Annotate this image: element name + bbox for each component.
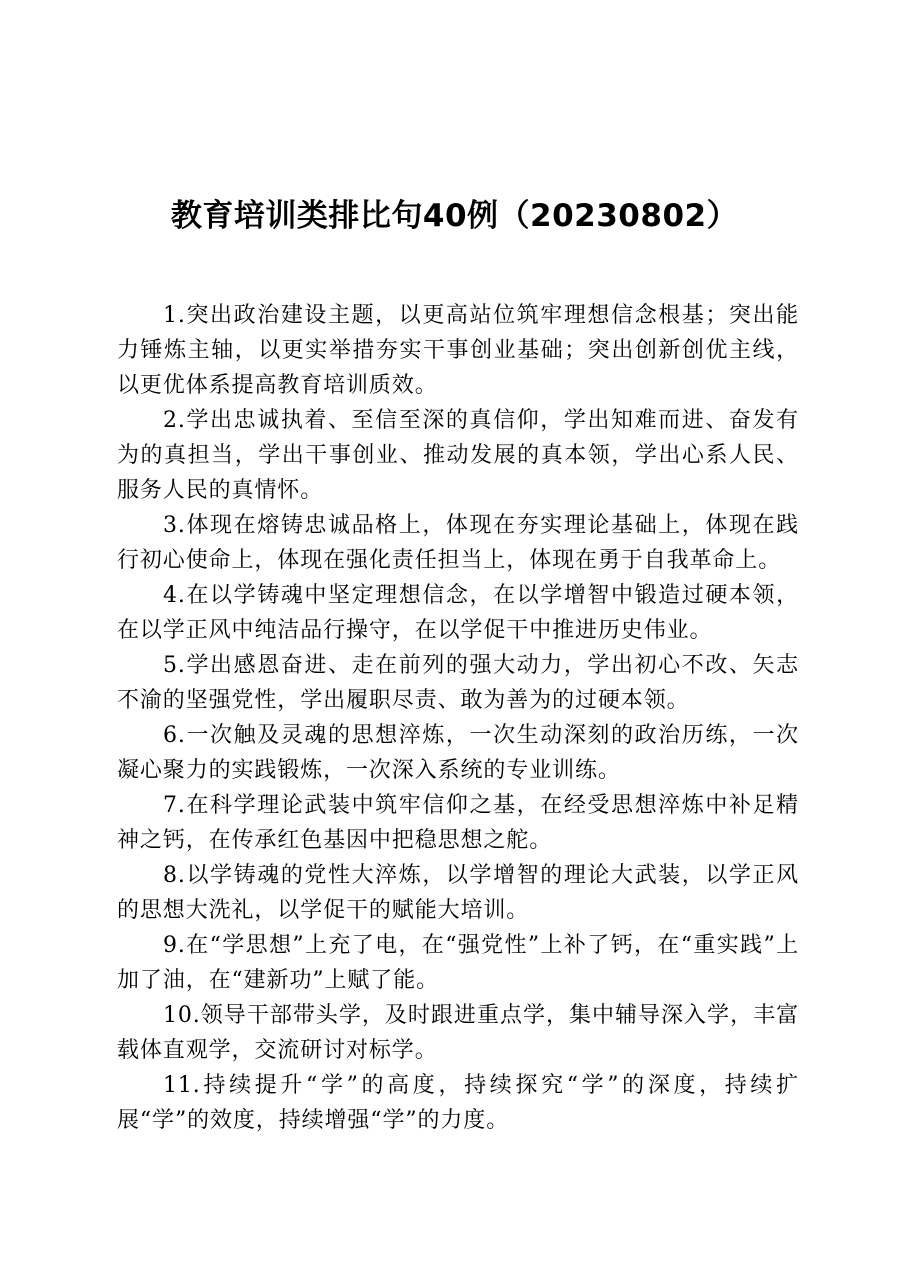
- paragraph-11: 11.持续提升“学”的高度，持续探究“学”的深度，持续扩展“学”的效度，持续增强“学”的力度。: [117, 1073, 799, 1133]
- paragraph-7: 7.在科学理论武装中筑牢信仰之基，在经受思想淬炼中补足精神之钙，在传承红色基因中把稳思想之舵。: [117, 793, 799, 853]
- paragraph-9: 9.在“学思想”上充了电，在“强党性”上补了钙，在“重实践”上加了油，在“建新功”上赋了能。: [117, 933, 799, 993]
- paragraph-10: 10.领导干部带头学，及时跟进重点学，集中辅导深入学，丰富载体直观学，交流研讨对标学。: [117, 1003, 799, 1063]
- paragraph-2: 2.学出忠诚执着、至信至深的真信仰，学出知难而进、奋发有为的真担当，学出干事创业、推动发展的真本领，学出心系人民、服务人民的真情怀。: [117, 408, 799, 503]
- paragraph-4: 4.在以学铸魂中坚定理想信念，在以学增智中锻造过硬本领，在以学正风中纯洁品行操守，在以学促干中推进历史伟业。: [117, 583, 799, 643]
- paragraph-1: 1.突出政治建设主题，以更高站位筑牢理想信念根基；突出能力锤炼主轴，以更实举措夯实干事创业基础；突出创新创优主线，以更优体系提高教育培训质效。: [117, 303, 799, 398]
- paragraph-6: 6.一次触及灵魂的思想淬炼，一次生动深刻的政治历练，一次凝心聚力的实践锻炼，一次深入系统的专业训练。: [117, 723, 799, 783]
- document-title: 教育培训类排比句40例（20230802）: [170, 198, 739, 234]
- paragraph-5: 5.学出感恩奋进、走在前列的强大动力，学出初心不改、矢志不渝的坚强党性，学出履职尽责、敢为善为的过硬本领。: [117, 653, 799, 713]
- paragraph-3: 3.体现在熔铸忠诚品格上，体现在夯实理论基础上，体现在践行初心使命上，体现在强化责任担当上，体现在勇于自我革命上。: [117, 513, 799, 573]
- paragraph-8: 8.以学铸魂的党性大淬炼，以学增智的理论大武装，以学正风的思想大洗礼，以学促干的赋能大培训。: [117, 863, 799, 923]
- document-body: [117, 298, 799, 1138]
